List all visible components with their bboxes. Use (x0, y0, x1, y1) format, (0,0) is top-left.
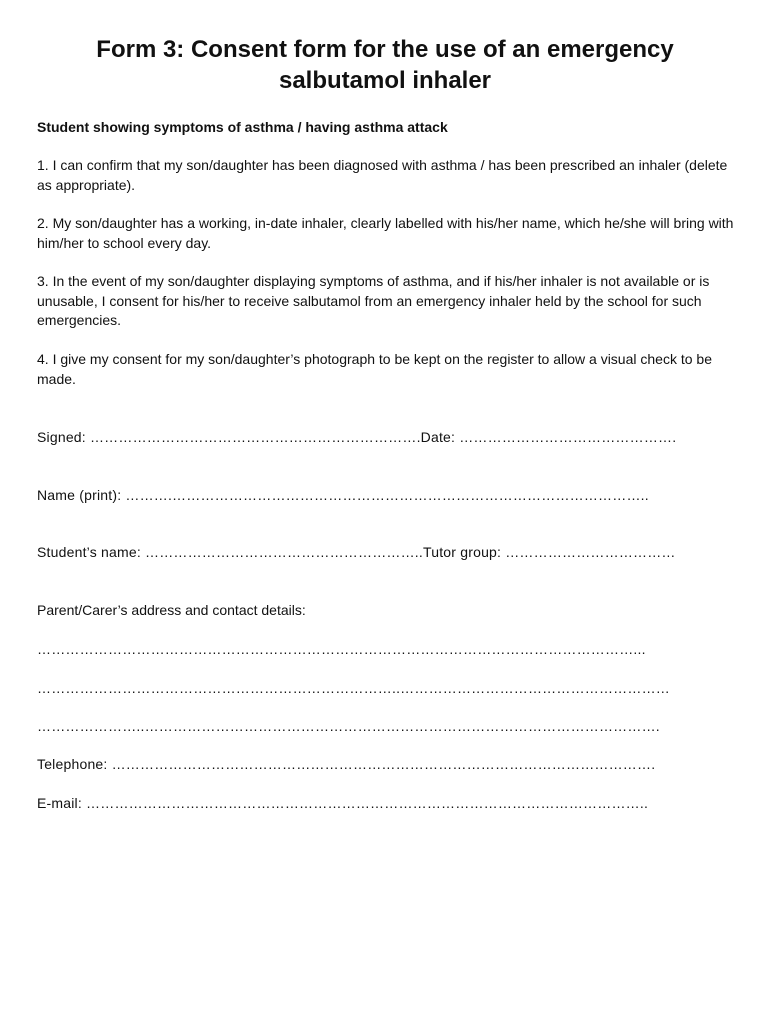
consent-item-4: 4. I give my consent for my son/daughter’s photograph to be kept on the register to allow a visual check to be made. (37, 351, 712, 387)
address-line-1[interactable]: ………………………………………………………………………………………………………………... (37, 641, 646, 657)
email-field[interactable]: E-mail: ……………………………………………………………………………………………………….. (37, 795, 649, 811)
student-name-tutor-group-field[interactable]: Student’s name: …………………………………………………..Tutor group: ……………………………… (37, 544, 676, 560)
consent-item-1: 1. I can confirm that my son/daughter has been diagnosed with asthma / has been prescribed an inhaler (delete as appropriate). (37, 157, 728, 193)
section-subheading: Student showing symptoms of asthma / having asthma attack (37, 119, 448, 135)
address-line-2[interactable]: …………………………………………………………………..………………………………………………… (37, 680, 670, 696)
address-line-3[interactable]: …………………..………………………………………………………………………………………………. (37, 718, 660, 734)
consent-item-3: 3. In the event of my son/daughter displaying symptoms of asthma, and if his/her inhaler is not available or is unusable, I consent for his/her to receive salbutamol from an emergency inhaler held by the school for such emergencies. (37, 273, 710, 328)
telephone-field[interactable]: Telephone: ……………………………………………………………………………………………………. (37, 756, 656, 772)
signed-date-field[interactable]: Signed: …………………………………………………………….Date: ………………………………………. (37, 429, 677, 445)
consent-item-2: 2. My son/daughter has a working, in-date inhaler, clearly labelled with his/her name, which he/she will bring with him/her to school every day. (37, 215, 734, 251)
address-label: Parent/Carer’s address and contact details: (37, 602, 306, 618)
name-print-field[interactable]: Name (print): ……….……………………………………………………………………………………….. (37, 487, 649, 503)
form-title: Form 3: Consent form for the use of an emergency salbutamol inhaler (96, 36, 674, 94)
